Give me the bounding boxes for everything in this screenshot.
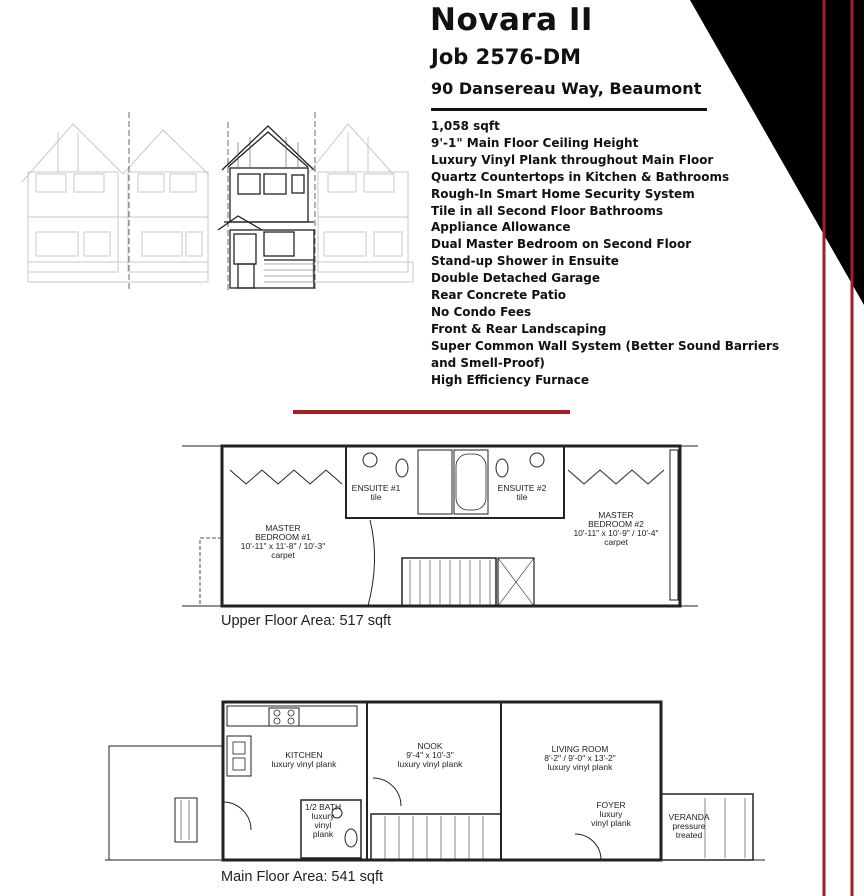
feature-item: Quartz Countertops in Kitchen & Bathrooms <box>431 169 730 184</box>
main-floor-plan <box>105 698 765 868</box>
master1-dims: 10'-11" x 11'-8" / 10'-3" <box>240 541 326 551</box>
feature-item: Rough-In Smart Home Security System <box>431 186 695 201</box>
feature-item: Dual Master Bedroom on Second Floor <box>431 237 692 252</box>
feature-item: Super Common Wall System (Better Sound Barriers and Smell-Proof) <box>431 338 780 370</box>
feature-item: Appliance Allowance <box>431 220 571 235</box>
elevation-drawing <box>18 112 418 290</box>
nook-label: NOOK <box>417 741 443 751</box>
ensuite2-finish: tile <box>516 492 528 502</box>
veranda-finish: pressure <box>672 821 706 831</box>
foyer-label: FOYER <box>596 800 626 810</box>
feature-item: Stand-up Shower in Ensuite <box>431 254 619 269</box>
veranda-finish: treated <box>675 830 703 840</box>
feature-item: Rear Concrete Patio <box>431 288 567 303</box>
kitchen-label: KITCHEN <box>285 750 323 760</box>
veranda-label: VERANDA <box>668 812 710 822</box>
model-title: Novara II <box>430 2 593 38</box>
feature-item: 9'-1" Main Floor Ceiling Height <box>431 135 639 150</box>
master1-label: BEDROOM #1 <box>255 532 311 542</box>
job-number: Job 2576-DM <box>431 45 582 69</box>
living-room-label: LIVING ROOM <box>551 744 609 754</box>
feature-item: Double Detached Garage <box>431 271 600 286</box>
half-bath-finish: luxury <box>311 811 335 821</box>
half-bath-label: 1/2 BATH <box>304 802 342 812</box>
half-bath-finish: vinyl <box>314 820 332 830</box>
upper-floor-area: Upper Floor Area: 517 sqft <box>221 613 392 629</box>
master2-label: MASTER <box>598 510 634 520</box>
ensuite1-finish: tile <box>370 492 382 502</box>
master1-label: MASTER <box>265 523 301 533</box>
master2-dims: 10'-11" x 10'-9" / 10'-4" <box>573 528 659 538</box>
feature-item: High Efficiency Furnace <box>431 372 590 387</box>
master2-label: BEDROOM #2 <box>588 519 644 529</box>
foyer-finish: vinyl plank <box>591 818 631 828</box>
feature-item: No Condo Fees <box>431 304 532 319</box>
ensuite2-label: ENSUITE #2 <box>497 483 547 493</box>
living-room-finish: luxury vinyl plank <box>547 762 613 772</box>
master2-finish: carpet <box>604 537 628 547</box>
ensuite1-label: ENSUITE #1 <box>351 483 401 493</box>
feature-item: Luxury Vinyl Plank throughout Main Floor <box>431 152 714 167</box>
section-divider <box>293 410 570 414</box>
foyer-finish: luxury <box>599 809 623 819</box>
living-room-dims: 8'-2" / 9'-0" x 13'-2" <box>544 753 616 763</box>
header-divider <box>431 108 707 111</box>
feature-item: Front & Rear Landscaping <box>431 321 607 336</box>
feature-item: 1,058 sqft <box>431 119 500 133</box>
half-bath-finish: plank <box>312 829 334 839</box>
property-address: 90 Dansereau Way, Beaumont <box>431 79 702 98</box>
feature-item: Tile in all Second Floor Bathrooms <box>431 203 663 218</box>
kitchen-finish: luxury vinyl plank <box>271 759 337 769</box>
master1-finish: carpet <box>271 550 295 560</box>
nook-finish: luxury vinyl plank <box>397 759 463 769</box>
upper-floor-plan <box>180 440 700 610</box>
nook-dims: 9'-4" x 10'-3" <box>406 750 454 760</box>
feature-list <box>431 118 781 389</box>
main-floor-area: Main Floor Area: 541 sqft <box>221 869 383 885</box>
